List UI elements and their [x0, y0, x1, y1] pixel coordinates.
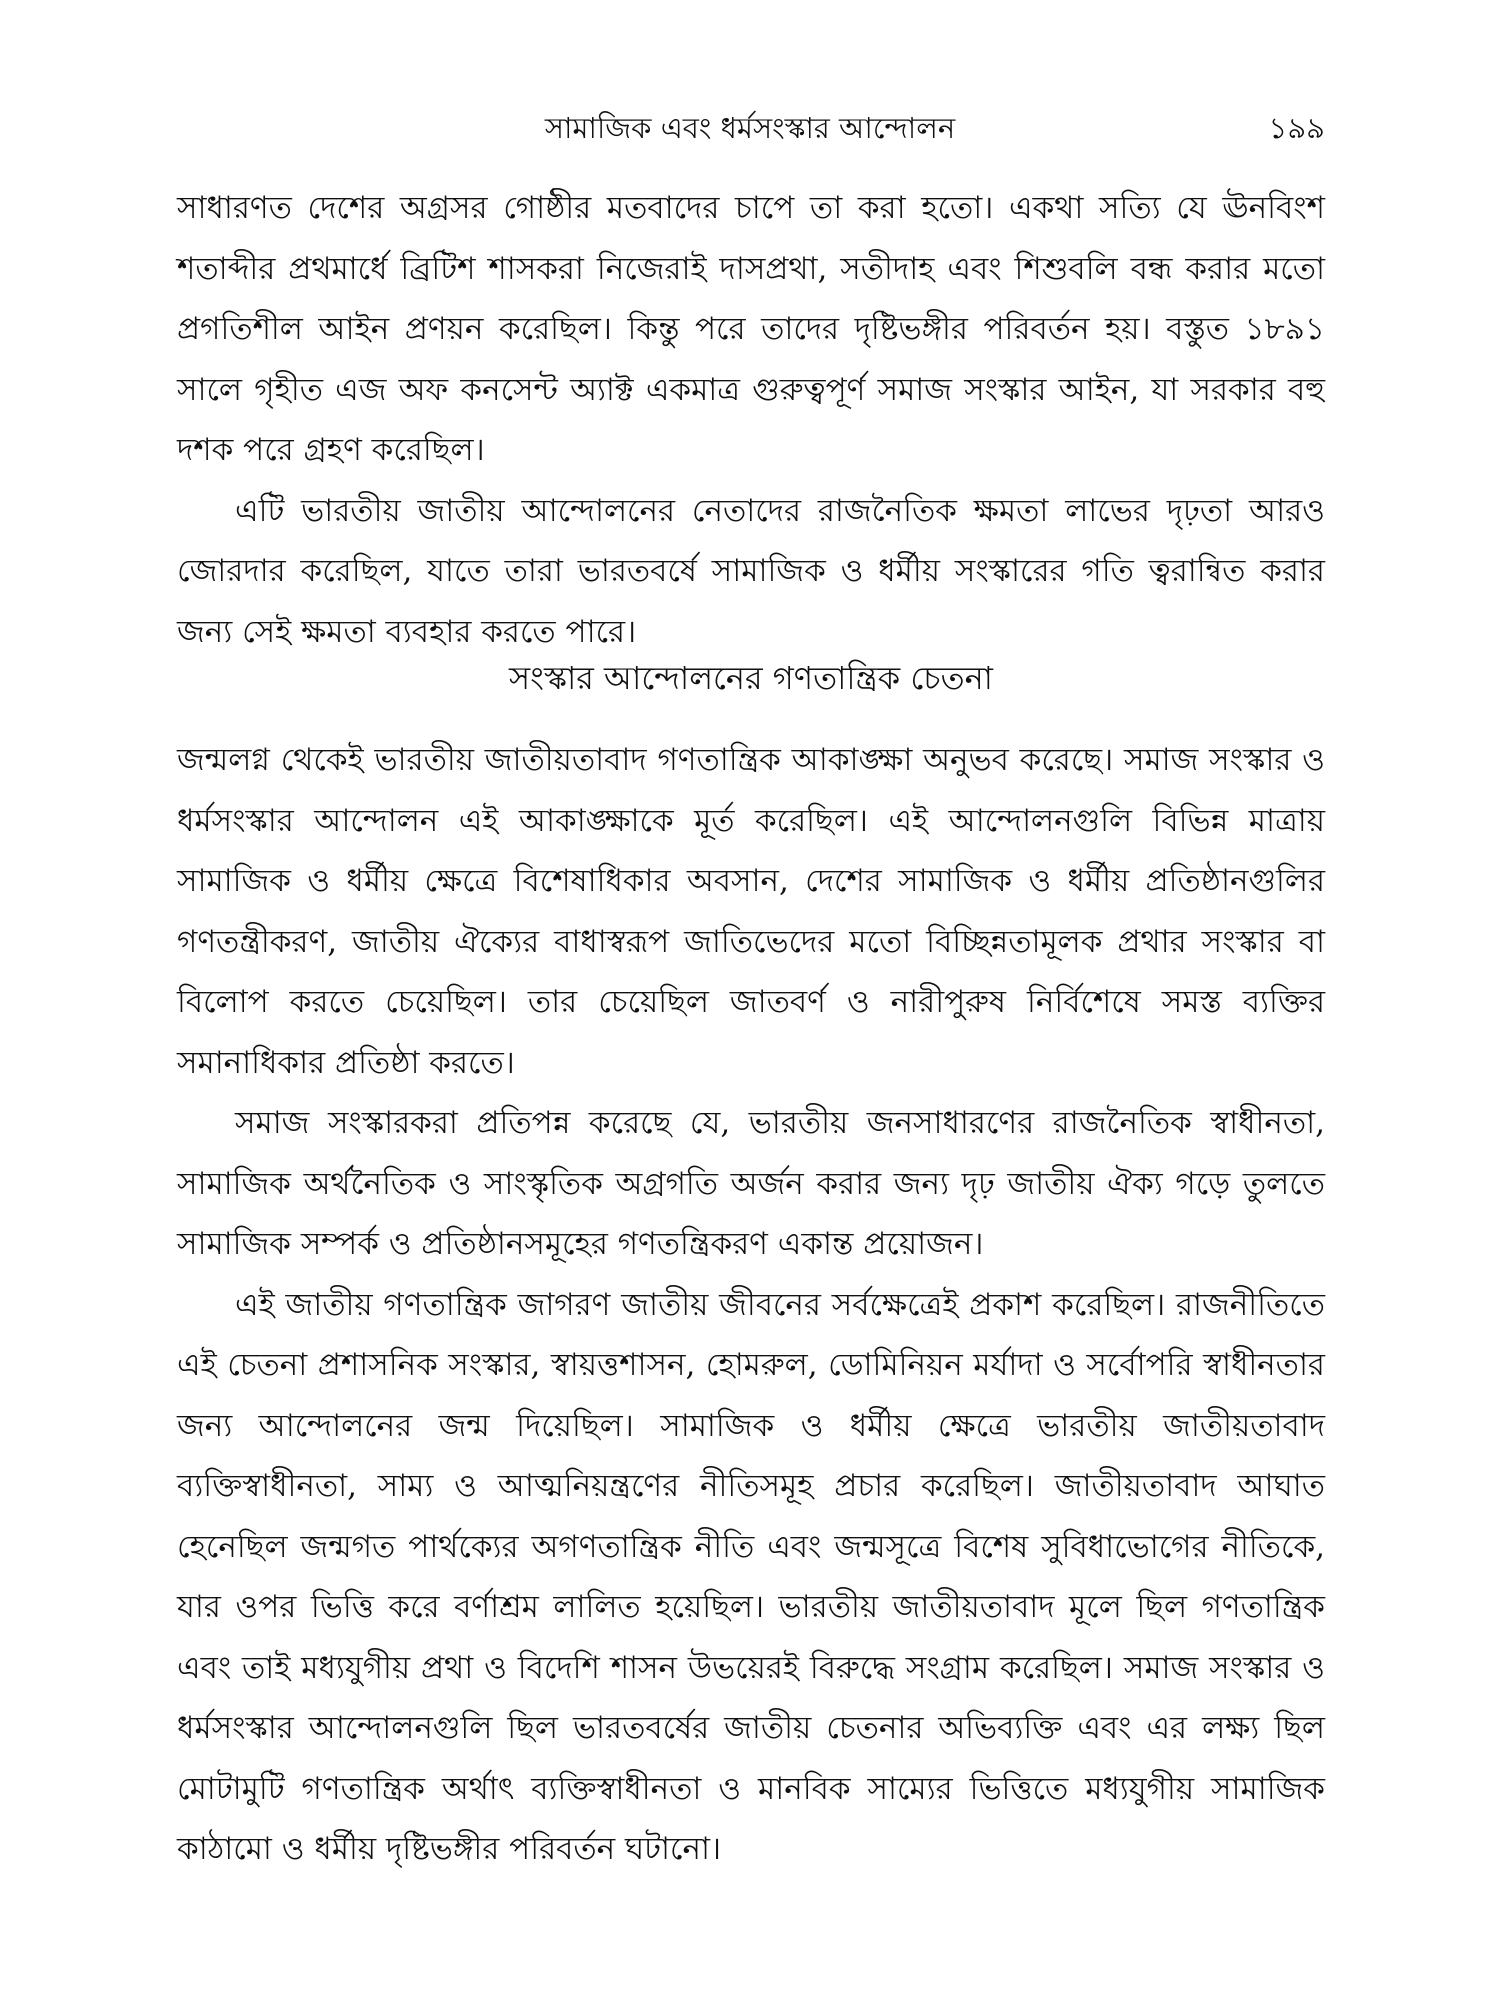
- page-number: ১৯৯: [1268, 111, 1325, 145]
- text-block-top: [177, 178, 1325, 662]
- paragraph-2: এটি ভারতীয় জাতীয় আন্দোলনের নেতাদের রাজনৈতিক ক্ষমতা লাভের দৃঢ়তা আরও জোরদার করেছিল, যাতে তারা ভারতবর্ষে সামাজিক ও ধর্মীয় সংস্কারের গতি ত্বরান্বিত করার জন্য সেই ক্ষমতা ব্যবহার করতে পারে।: [177, 492, 1325, 650]
- text-block-section: [177, 730, 1325, 1880]
- paragraph-1: সাধারণত দেশের অগ্রসর গোষ্ঠীর মতবাদের চাপে তা করা হতো। একথা সত্যি যে ঊনবিংশ শতাব্দীর প্রথমার্ধে ব্রিটিশ শাসকরা নিজেরাই দাসপ্রথা, সতীদাহ এবং শিশুবলি বন্ধ করার মতো প্রগতিশীল আইন প্রণয়ন করেছিল। কিন্তু পরে তাদের দৃষ্টিভঙ্গীর পরিবর্তন হয়। বস্তুত ১৮৯১ সালে গৃহীত এজ অফ কনসেন্ট অ্যাক্ট একমাত্র গুরুত্বপূর্ণ সমাজ সংস্কার আইন, যা সরকার বহু দশক পরে গ্রহণ করেছিল।: [177, 190, 1325, 468]
- paragraph-5: এই জাতীয় গণতান্ত্রিক জাগরণ জাতীয় জীবনের সর্বক্ষেত্রেই প্রকাশ করেছিল। রাজনীতিতে এই চেতনা প্রশাসনিক সংস্কার, স্বায়ত্তশাসন, হোমরুল, ডোমিনিয়ন মর্যাদা ও সর্বোপরি স্বাধীনতার জন্য আন্দোলনের জন্ম দিয়েছিল। সামাজিক ও ধর্মীয় ক্ষেত্রে ভারতীয় জাতীয়তাবাদ ব্যক্তিস্বাধীনতা, সাম্য ও আত্মনিয়ন্ত্রণের নীতিসমূহ প্রচার করেছিল। জাতীয়তাবাদ আঘাত হেনেছিল জন্মগত পার্থক্যের অগণতান্ত্রিক নীতি এবং জন্মসূত্রে বিশেষ সুবিধাভোগের নীতিকে, যার ওপর ভিত্তি করে বর্ণাশ্রম লালিত হয়েছিল। ভারতীয় জাতীয়তাবাদ মূলে ছিল গণতান্ত্রিক এবং তাই মধ্যযুগীয় প্রথা ও বিদেশি শাসন উভয়েরই বিরুদ্ধে সংগ্রাম করেছিল। সমাজ সংস্কার ও ধর্মসংস্কার আন্দোলনগুলি ছিল ভারতবর্ষের জাতীয় চেতনার অভিব্যক্তি এবং এর লক্ষ্য ছিল মোটামুটি গণতান্ত্রিক অর্থাৎ ব্যক্তিস্বাধীনতা ও মানবিক সাম্যের ভিত্তিতে মধ্যযুগীয় সামাজিক কাঠামো ও ধর্মীয় দৃষ্টিভঙ্গীর পরিবর্তন ঘটানো।: [177, 1286, 1325, 1867]
- running-header: [175, 108, 1325, 148]
- paragraph-4: সমাজ সংস্কারকরা প্রতিপন্ন করেছে যে, ভারতীয় জনসাধারণের রাজনৈতিক স্বাধীনতা, সামাজিক অর্থনৈতিক ও সাংস্কৃতিক অগ্রগতি অর্জন করার জন্য দৃঢ় জাতীয় ঐক্য গড়ে তুলতে সামাজিক সম্পর্ক ও প্রতিষ্ঠানসমূহের গণতন্ত্রিকরণ একান্ত প্রয়োজন।: [177, 1105, 1325, 1262]
- running-title: সামাজিক এবং ধর্মসংস্কার আন্দোলন: [544, 111, 956, 145]
- section-heading: সংস্কার আন্দোলনের গণতান্ত্রিক চেতনা: [509, 659, 993, 697]
- paragraph-3: জন্মলগ্ন থেকেই ভারতীয় জাতীয়তাবাদ গণতান্ত্রিক আকাঙ্ক্ষা অনুভব করেছে। সমাজ সংস্কার ও ধর্মসংস্কার আন্দোলন এই আকাঙ্ক্ষাকে মূর্ত করেছিল। এই আন্দোলনগুলি বিভিন্ন মাত্রায় সামাজিক ও ধর্মীয় ক্ষেত্রে বিশেষাধিকার অবসান, দেশের সামাজিক ও ধর্মীয় প্রতিষ্ঠানগুলির গণতন্ত্রীকরণ, জাতীয় ঐক্যের বাধাস্বরূপ জাতিভেদের মতো বিচ্ছিন্নতামূলক প্রথার সংস্কার বা বিলোপ করতে চেয়েছিল। তার চেয়েছিল জাতবর্ণ ও নারীপুরুষ নির্বিশেষে সমস্ত ব্যক্তির সমানাধিকার প্রতিষ্ঠা করতে।: [177, 742, 1325, 1081]
